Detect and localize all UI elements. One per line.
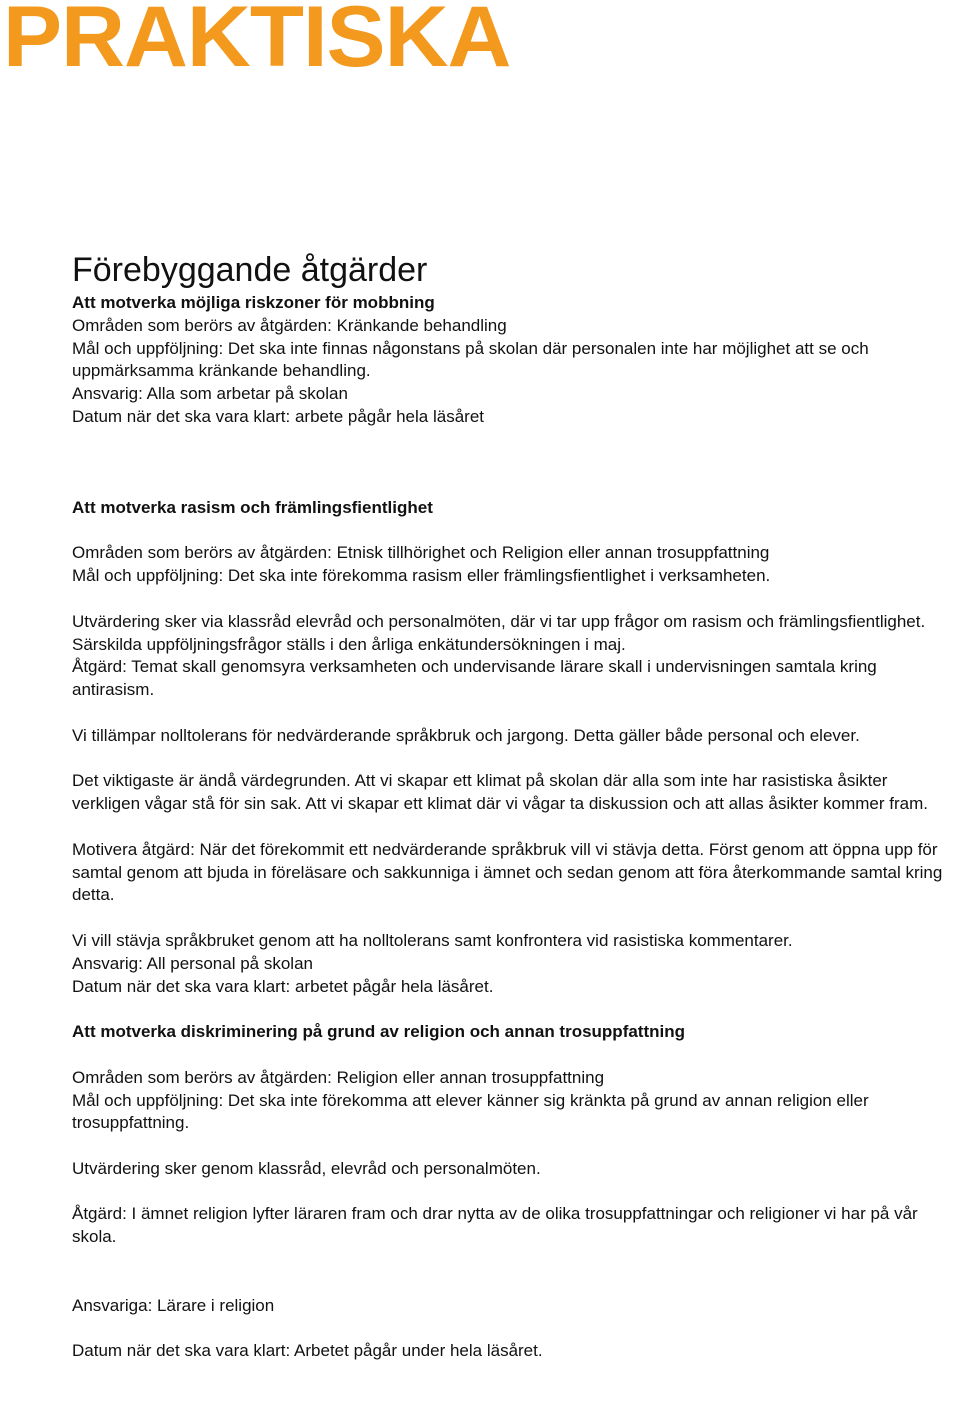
responsible-text: Ansvarig: All personal på skolan — [72, 953, 313, 973]
zero-tolerance-text: Vi tillämpar nolltolerans för nedvärderande språkbruk och jargong. Detta gäller både personal och elever. — [72, 725, 860, 745]
section-heading-racism: Att motverka rasism och främlingsfientlighet — [72, 497, 433, 517]
areas-text: Områden som berörs av åtgärden: Kränkande behandling — [72, 315, 507, 335]
section-heading-religion: Att motverka diskriminering på grund av religion och annan trosuppfattning — [72, 1022, 686, 1042]
values-text: Det viktigaste är ändå värdegrunden. Att vi skapar ett klimat på skolan där alla som inte har rasistiska åsikter verkligen vågar stå för sin sak. Att vi skapar ett klimat där vi vågar ta diskussion och att allas åsikter kommer fram. — [72, 771, 928, 814]
page-title: Förebyggande åtgärder — [72, 251, 428, 289]
motivation-text: Motivera åtgärd: När det förekommit ett nedvärderande språkbruk vill vi stävja detta. Först genom att öppna upp för samtal genom att bjuda in föreläsare och sakkunniga i ämnet och sedan genom att föra återkommande samtal kring detta. — [72, 839, 943, 905]
goal-text: Mål och uppföljning: Det ska inte förekomma att elever känner sig kränkta på grund av annan religion eller trosuppfattning. — [72, 1090, 869, 1133]
date-text: Datum när det ska vara klart: arbete pågår hela läsåret — [72, 406, 484, 426]
document-body — [72, 248, 960, 1363]
responsible-text: Ansvarig: Alla som arbetar på skolan — [72, 384, 348, 404]
evaluation-text: Utvärdering sker via klassråd elevråd och personalmöten, där vi tar upp frågor om rasism och främlingsfientlighet. Särskilda uppföljningsfrågor ställs i den årliga enkätundersökningen i maj. — [72, 611, 926, 654]
areas-text: Områden som berörs av åtgärden: Religion eller annan trosuppfattning — [72, 1067, 605, 1087]
section-heading-bullying: Att motverka möjliga riskzoner för mobbning — [72, 293, 435, 312]
date-text: Datum när det ska vara klart: arbetet pågår hela läsåret. — [72, 976, 494, 996]
action-text: Åtgärd: Temat skall genomsyra verksamheten och undervisande lärare skall i undervisningen samtala kring antirasism. — [72, 657, 877, 700]
evaluation-text: Utvärdering sker genom klassråd, elevråd och personalmöten. — [72, 1158, 541, 1178]
goal-text: Mål och uppföljning: Det ska inte finnas någonstans på skolan där personalen inte har möjlighet att se och uppmärksamma kränkande behandling. — [72, 338, 869, 381]
areas-text: Områden som berörs av åtgärden: Etnisk tillhörighet och Religion eller annan trosuppfattning — [72, 543, 770, 563]
date-text: Datum när det ska vara klart: Arbetet pågår under hela läsåret. — [72, 1341, 543, 1361]
action-text: Åtgärd: I ämnet religion lyfter läraren fram och drar nytta av de olika trosuppfattningar och religioner vi har på vår skola. — [72, 1204, 918, 1247]
curb-text: Vi vill stävja språkbruket genom att ha nolltolerans samt konfrontera vid rasistiska kommentarer. — [72, 930, 793, 950]
goal-text: Mål och uppföljning: Det ska inte förekomma rasism eller främlingsfientlighet i verksamheten. — [72, 566, 771, 586]
logo: PRAKTISKA — [3, 0, 511, 85]
responsible-text: Ansvariga: Lärare i religion — [72, 1295, 275, 1315]
